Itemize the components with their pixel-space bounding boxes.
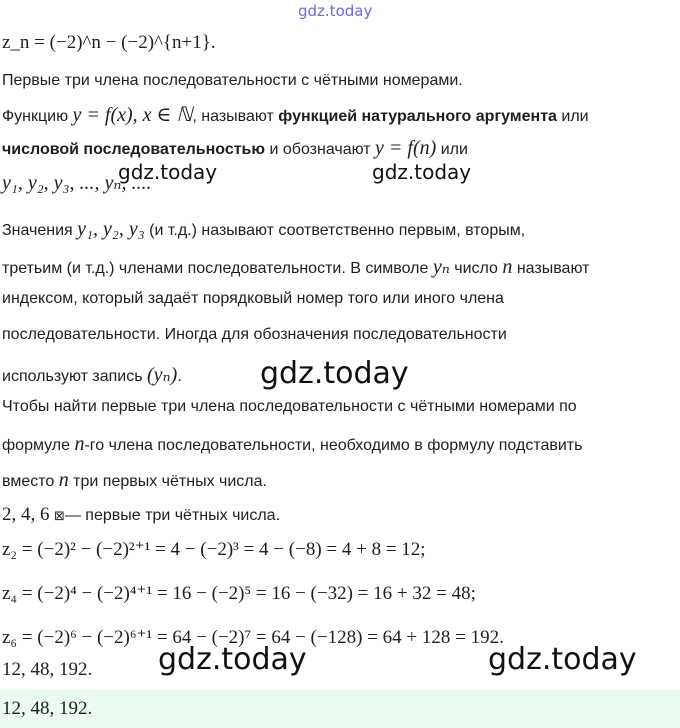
find-line-1: Чтобы найти первые три члена последовательности с чётными номерами по bbox=[2, 398, 577, 415]
paragraph-text: (и т.д.) называют соответственно первым, вторым, bbox=[144, 222, 526, 239]
paragraph-math: n bbox=[58, 469, 69, 491]
values-line-4: последовательности. Иногда для обозначения последовательности bbox=[2, 326, 507, 343]
watermark-small-left: gdz.today bbox=[118, 160, 218, 184]
watermark-big-right: gdz.today bbox=[488, 642, 637, 677]
paragraph-math: yₙ bbox=[432, 256, 450, 278]
definition-line-2 bbox=[2, 137, 468, 160]
watermark-big-left: gdz.today bbox=[158, 642, 307, 677]
definition-term: числовой последовательностью bbox=[2, 141, 266, 158]
even-numbers-line bbox=[2, 504, 280, 526]
definition-text: или bbox=[436, 141, 468, 158]
values-line-1 bbox=[2, 218, 525, 241]
answer-box bbox=[0, 690, 680, 728]
paragraph-text: используют запись bbox=[2, 368, 148, 385]
paragraph-text: формуле bbox=[2, 437, 75, 454]
calc-z2: z₂ = (−2)² − (−2)²⁺¹ = 4 − (−2)³ = 4 − (−8) = 4 + 8 = 12; bbox=[2, 539, 426, 560]
watermark-top: gdz.today bbox=[298, 2, 373, 20]
sequence-notation: y₁, y₂, y₃, ..., yₙ, .... bbox=[2, 172, 152, 194]
find-line-2 bbox=[2, 433, 582, 456]
watermark-small-right: gdz.today bbox=[372, 160, 472, 184]
paragraph-math: n bbox=[74, 433, 85, 455]
find-line-3 bbox=[2, 469, 267, 492]
paragraph-text: Значения bbox=[2, 222, 78, 239]
paragraph-text: . bbox=[177, 368, 182, 385]
definition-term: функцией натурального аргумента bbox=[278, 108, 557, 125]
missing-glyph-icon: ⊠ bbox=[53, 508, 65, 523]
paragraph-text: три первых чётных числа. bbox=[68, 473, 267, 490]
result-line: 12, 48, 192. bbox=[2, 659, 93, 680]
paragraph-math: (yₙ) bbox=[147, 364, 178, 386]
paragraph-math: y₁, y₂, y₃ bbox=[77, 218, 145, 240]
paragraph-text: третьим (и т.д.) членами последовательности. В символе bbox=[2, 260, 433, 277]
paragraph-text: называют bbox=[512, 260, 590, 277]
even-numbers-math: 2, 4, 6 bbox=[2, 504, 50, 525]
paragraph-text: число bbox=[449, 260, 503, 277]
paragraph-math: n bbox=[502, 256, 513, 278]
task-statement: Первые три члена последовательности с чётными номерами. bbox=[2, 72, 463, 89]
paragraph-text: вместо bbox=[2, 473, 59, 490]
definition-text: или bbox=[556, 108, 589, 125]
answer-value: 12, 48, 192. bbox=[2, 698, 93, 719]
definition-text: , называют bbox=[192, 108, 279, 125]
definition-text: Функцию bbox=[2, 108, 73, 125]
values-line-5 bbox=[2, 362, 182, 387]
paragraph-text: -го члена последовательности, необходимо в формулу подставить bbox=[84, 437, 583, 454]
calc-z6: z₆ = (−2)⁶ − (−2)⁶⁺¹ = 64 − (−2)⁷ = 64 − (−128) = 64 + 128 = 192. bbox=[2, 627, 504, 648]
values-line-3: индексом, который задаёт порядковый номер того или иного члена bbox=[2, 290, 504, 307]
definition-line-1 bbox=[2, 102, 589, 127]
definition-text: и обозначают bbox=[265, 141, 376, 158]
definition-math: y = f(x), x ∈ ℕ bbox=[72, 104, 193, 126]
formula-zn: z_n = (−2)^n − (−2)^{n+1}. bbox=[2, 32, 216, 53]
watermark-big-center: gdz.today bbox=[260, 356, 409, 391]
calc-z4: z₄ = (−2)⁴ − (−2)⁴⁺¹ = 16 − (−2)⁵ = 16 − (−32) = 16 + 32 = 48; bbox=[2, 583, 476, 604]
values-line-2 bbox=[2, 254, 589, 279]
even-numbers-text: — первые три чётных числа. bbox=[64, 507, 281, 524]
definition-math: y = f(n) bbox=[375, 137, 437, 159]
